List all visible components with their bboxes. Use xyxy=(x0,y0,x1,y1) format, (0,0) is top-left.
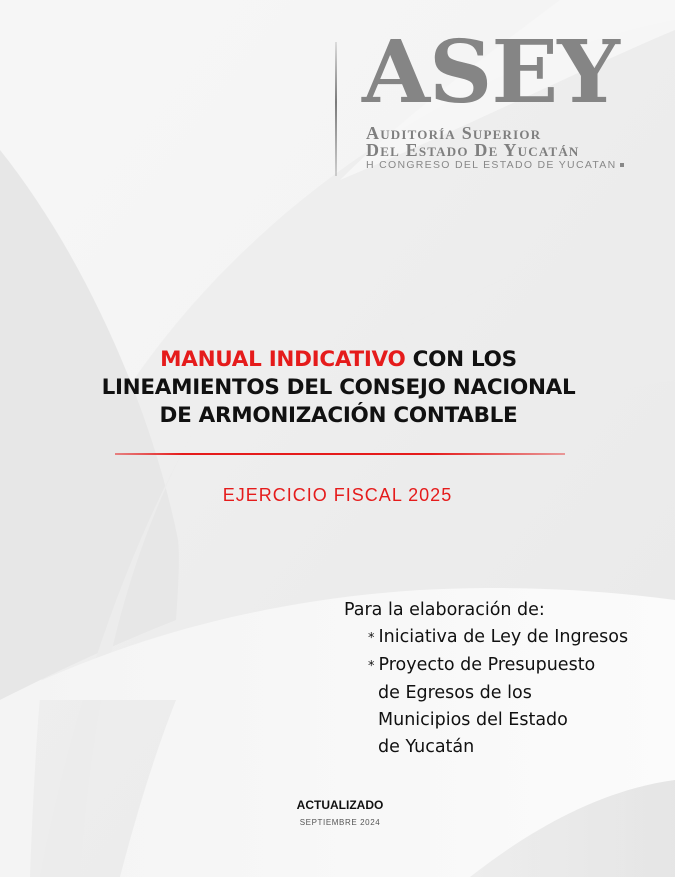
purpose-item xyxy=(368,652,628,680)
logo-wordmark: ASEY xyxy=(362,22,619,123)
purpose-item-continuation: Municipios del Estado xyxy=(378,710,568,730)
square-bullet-icon xyxy=(620,163,624,167)
logo-org-line1: Auditoría Superior xyxy=(366,123,542,143)
fiscal-year: EJERCICIO FISCAL 2025 xyxy=(222,485,453,505)
logo-org-line2: Del Estado De Yucatán xyxy=(366,140,580,160)
purpose-heading: Para la elaboración de: xyxy=(344,600,545,620)
document-title xyxy=(60,346,617,430)
purpose-section xyxy=(344,597,628,761)
logo-org-line3 xyxy=(366,160,624,171)
purpose-item-text: Iniciativa de Ley de Ingresos xyxy=(378,627,629,647)
purpose-item xyxy=(368,624,628,652)
purpose-item-continuation: de Yucatán xyxy=(378,737,475,757)
title-line3: DE ARMONIZACIÓN CONTABLE xyxy=(159,403,518,428)
asterisk-bullet-icon: * xyxy=(368,659,375,674)
updated-label: ACTUALIZADO xyxy=(296,798,384,812)
purpose-item-continuation: de Egresos de los xyxy=(378,683,532,703)
purpose-item-text: Proyecto de Presupuesto xyxy=(378,655,596,675)
title-line2: LINEAMIENTOS DEL CONSEJO NACIONAL xyxy=(101,375,576,400)
asterisk-bullet-icon: * xyxy=(368,631,375,646)
title-divider xyxy=(115,453,565,455)
title-line1: CON LOS xyxy=(405,347,517,372)
logo-divider xyxy=(335,42,337,176)
title-highlight: MANUAL INDICATIVO xyxy=(160,347,406,372)
logo-congress-text: H CONGRESO DEL ESTADO DE YUCATAN xyxy=(366,159,617,171)
updated-date: SEPTIEMBRE 2024 xyxy=(299,818,381,827)
